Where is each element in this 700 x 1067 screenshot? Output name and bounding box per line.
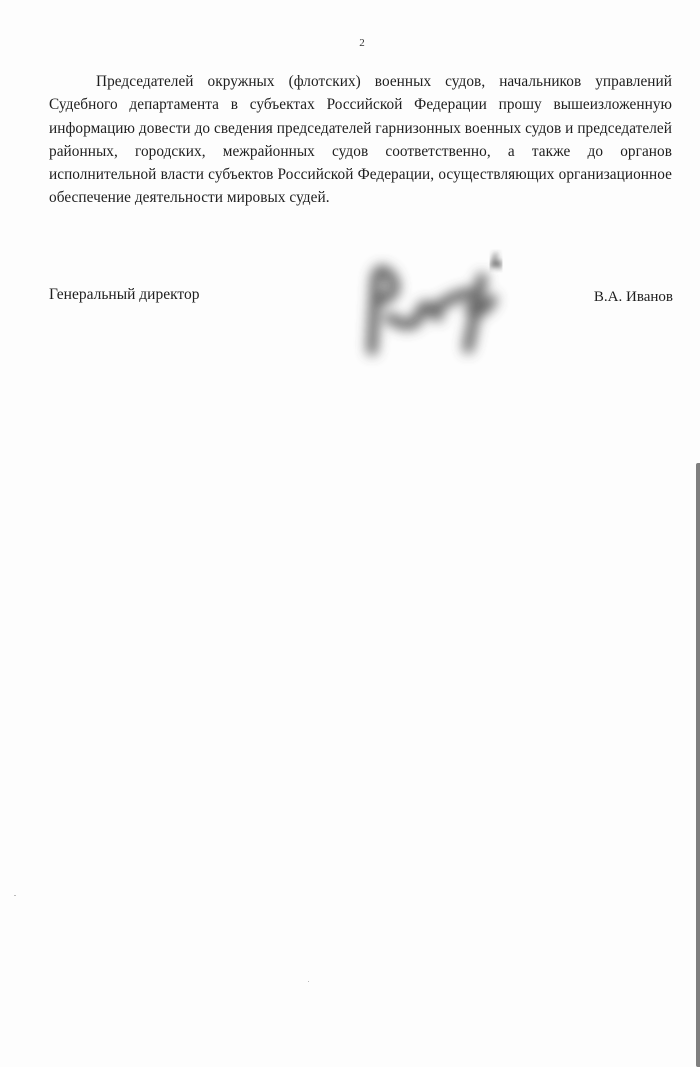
- signatory-title: Генеральный директор: [49, 286, 200, 303]
- page-number: 2: [359, 37, 365, 49]
- signatory-name: В.А. Иванов: [593, 289, 673, 305]
- blurred-signature: [320, 238, 520, 368]
- scrollbar-thumb[interactable]: [696, 463, 700, 1067]
- scan-speck: [14, 895, 16, 896]
- scan-speck: [308, 981, 309, 982]
- body-paragraph: Председателей окружных (флотских) военных судов, начальников управлений Судебного департамента в субъектах Российской Федерации прошу вышеизложенную информацию довести до сведения председателей гарнизонных военных судов и председателей районных, городских, межрайонных судов соответственно, а также до органов исполнительной власти субъектов Российской Федерации, осуществляющих организационное обеспечение деятельности мировых судей.: [49, 73, 672, 207]
